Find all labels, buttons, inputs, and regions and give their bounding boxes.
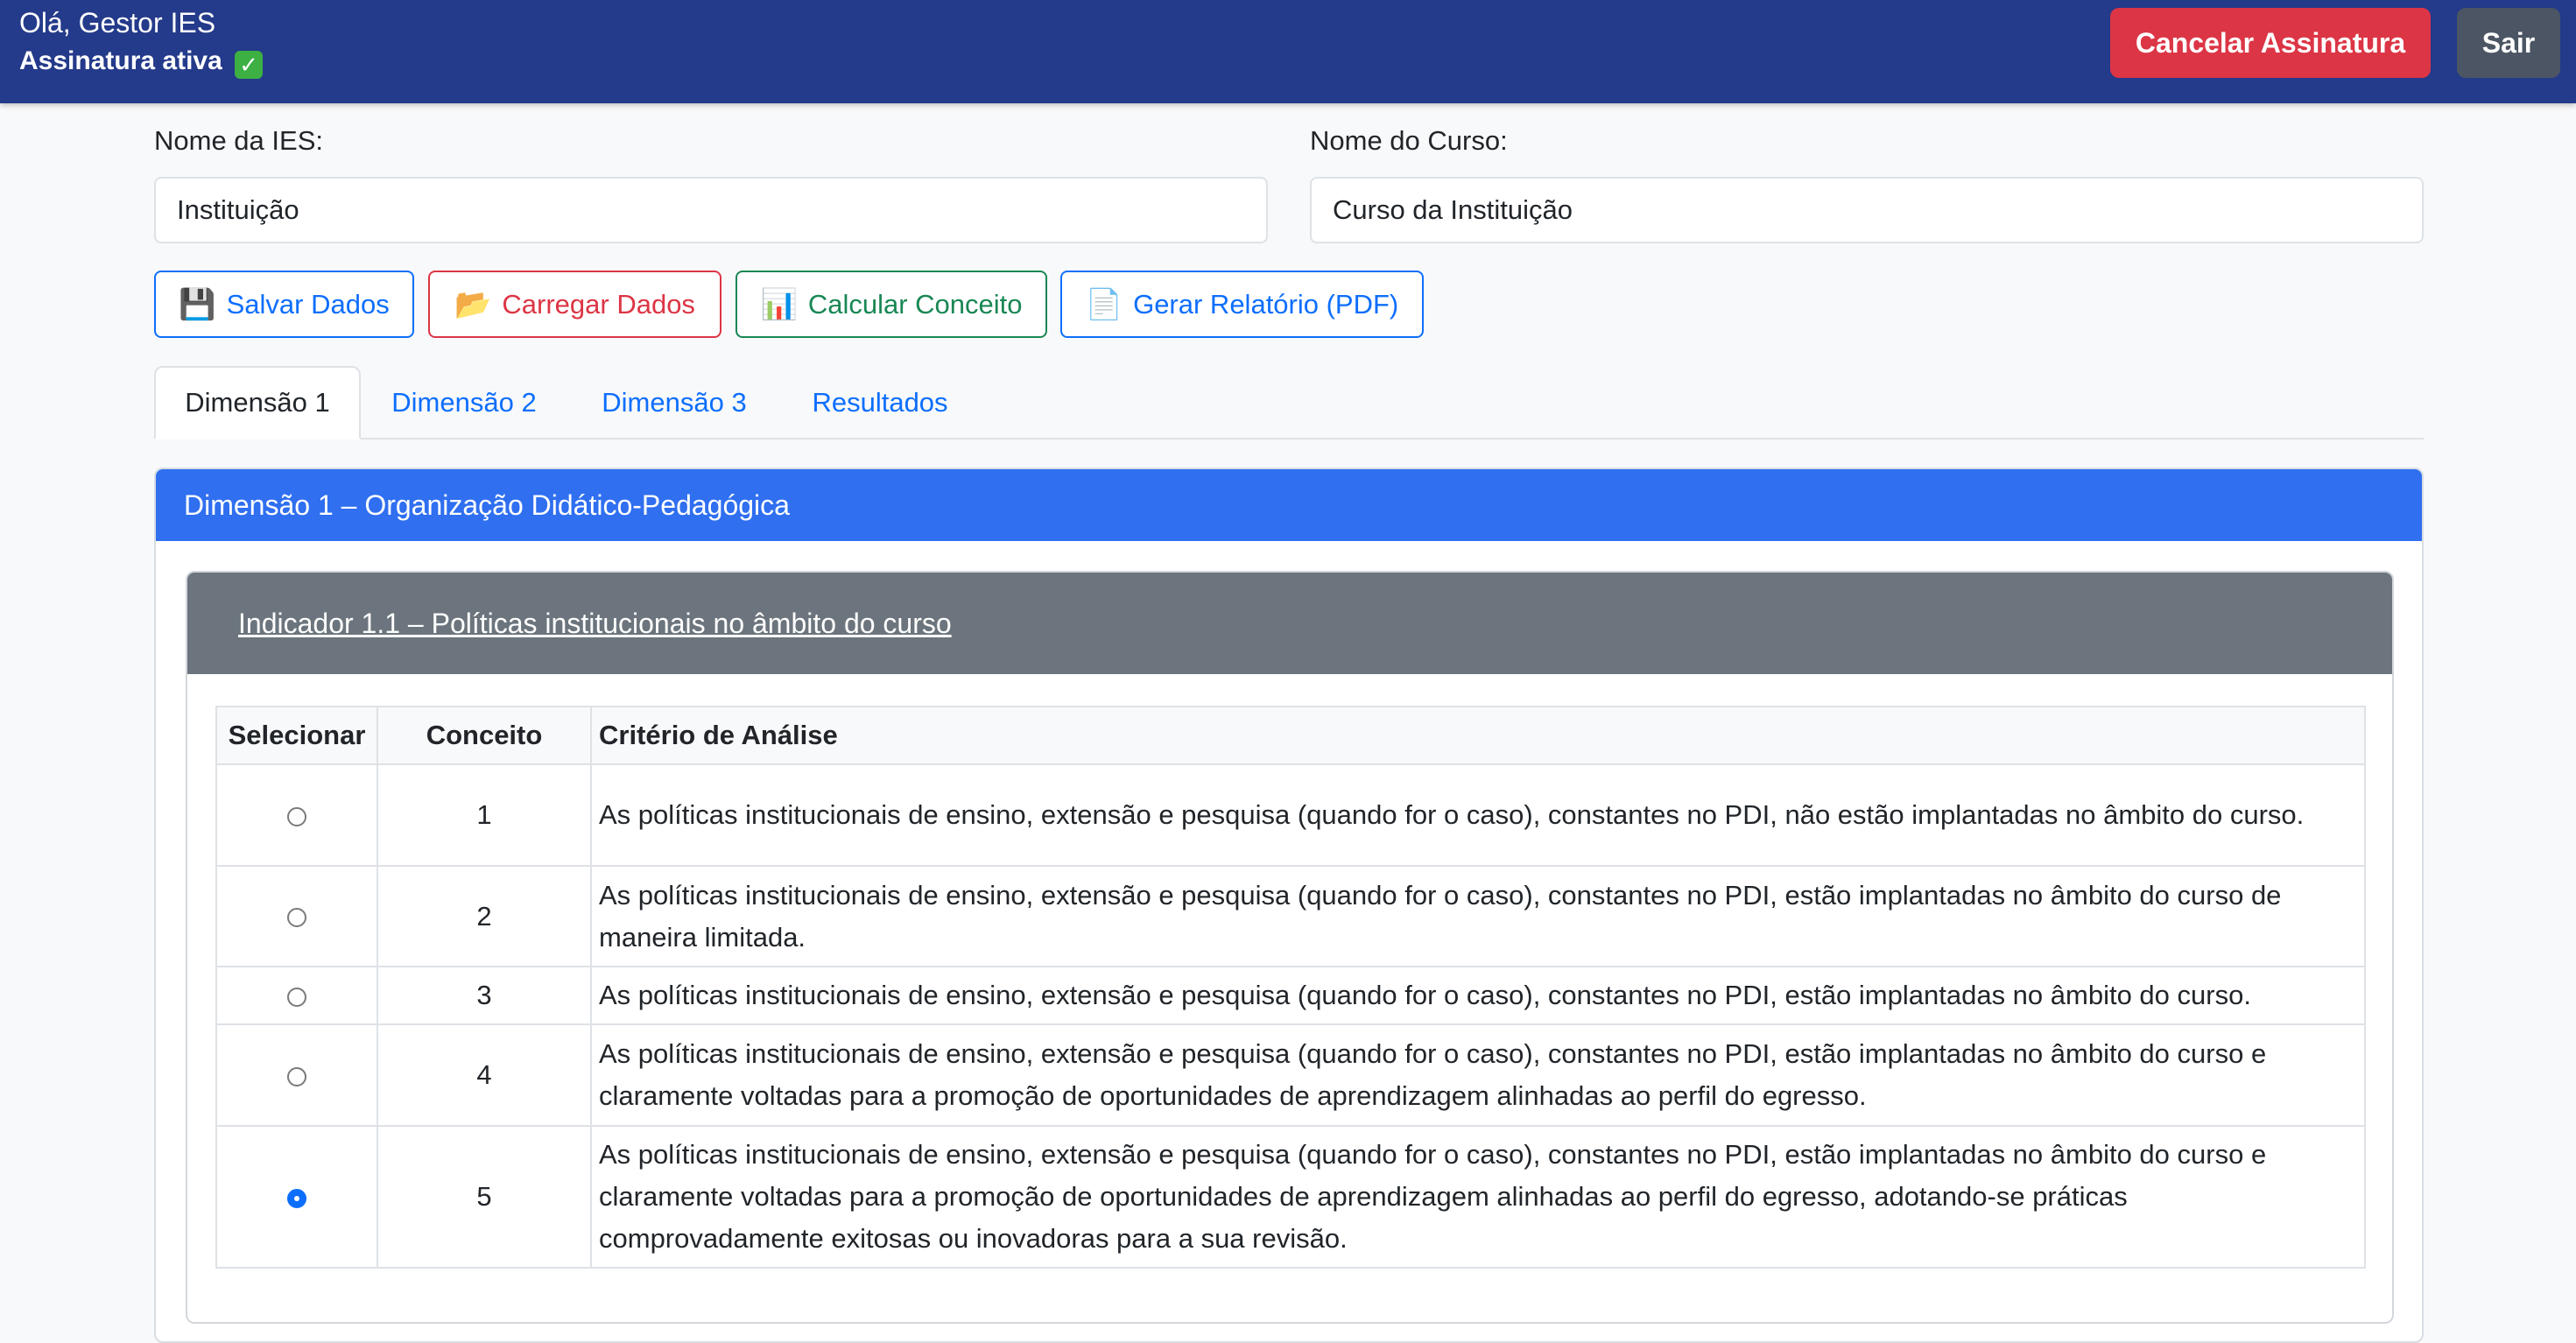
concept-value: 2 <box>377 866 591 967</box>
table-row <box>216 866 2365 967</box>
indicator-card <box>186 571 2394 1324</box>
tab-resultados[interactable]: Resultados <box>812 387 948 418</box>
greeting-text: Olá, Gestor IES <box>19 7 216 39</box>
concept-radio-3[interactable] <box>287 988 306 1007</box>
criteria-text: As políticas institucionais de ensino, extensão e pesquisa (quando for o caso), constantes no PDI, estão implantadas no âmbito do curso e claramente voltadas para a promoção de oportunidades de aprendizagem alinhadas ao perfil do egresso. <box>591 1024 2365 1126</box>
calculate-concept-button[interactable] <box>735 271 1047 338</box>
dimension-card <box>154 468 2424 1343</box>
criteria-table <box>215 706 2366 1269</box>
criteria-text: As políticas institucionais de ensino, extensão e pesquisa (quando for o caso), constantes no PDI, não estão implantadas no âmbito do curso. <box>591 764 2365 866</box>
ies-name-label: Nome da IES: <box>154 125 323 156</box>
concept-radio-2[interactable] <box>287 908 306 927</box>
concept-radio-5[interactable] <box>287 1189 306 1208</box>
criteria-text: As políticas institucionais de ensino, extensão e pesquisa (quando for o caso), constantes no PDI, estão implantadas no âmbito do curso e claramente voltadas para a promoção de oportunidades de aprendizagem alinhadas ao perfil do egresso, adotando-se práticas comprovadamente exitosas ou inovadoras para a sua revisão. <box>591 1126 2365 1268</box>
course-name-input[interactable] <box>1310 177 2424 243</box>
criteria-text: As políticas institucionais de ensino, extensão e pesquisa (quando for o caso), constantes no PDI, estão implantadas no âmbito do curso. <box>591 967 2365 1024</box>
concept-value: 5 <box>377 1126 591 1268</box>
bar-chart-icon: 📊 <box>760 287 798 321</box>
table-row <box>216 764 2365 866</box>
load-data-label: Carregar Dados <box>502 288 695 320</box>
concept-radio-4[interactable] <box>287 1067 306 1086</box>
subscription-status <box>19 46 263 79</box>
logout-button[interactable]: Sair <box>2457 8 2560 78</box>
cancel-subscription-button[interactable]: Cancelar Assinatura <box>2110 8 2431 78</box>
column-header-criteria: Critério de Análise <box>591 707 2365 764</box>
save-data-label: Salvar Dados <box>226 288 390 320</box>
tab-dimensao-1[interactable]: Dimensão 1 <box>154 366 361 439</box>
concept-value: 1 <box>377 764 591 866</box>
tab-dimensao-2[interactable]: Dimensão 2 <box>391 387 537 418</box>
table-row <box>216 1024 2365 1126</box>
column-header-select: Selecionar <box>216 707 377 764</box>
load-data-button[interactable] <box>428 271 721 338</box>
criteria-text: As políticas institucionais de ensino, extensão e pesquisa (quando for o caso), constantes no PDI, estão implantadas no âmbito do curso de maneira limitada. <box>591 866 2365 967</box>
save-data-button[interactable] <box>154 271 414 338</box>
top-navbar <box>0 0 2576 103</box>
dimension-title: Dimensão 1 – Organização Didático-Pedagógica <box>156 469 2422 541</box>
concept-radio-1[interactable] <box>287 807 306 826</box>
folder-open-icon: 📂 <box>454 287 492 321</box>
subscription-status-label: Assinatura ativa <box>19 46 222 75</box>
column-header-concept: Conceito <box>377 707 591 764</box>
course-name-label: Nome do Curso: <box>1310 125 1508 156</box>
generate-report-button[interactable] <box>1060 271 1424 338</box>
generate-report-label: Gerar Relatório (PDF) <box>1133 288 1399 320</box>
table-row <box>216 1126 2365 1268</box>
check-icon: ✓ <box>235 51 263 79</box>
document-icon: 📄 <box>1085 287 1123 321</box>
indicator-title[interactable]: Indicador 1.1 – Políticas institucionais no âmbito do curso <box>187 573 2392 674</box>
calculate-concept-label: Calcular Conceito <box>807 288 1023 320</box>
tab-dimensao-3[interactable]: Dimensão 3 <box>602 387 747 418</box>
concept-value: 3 <box>377 967 591 1024</box>
concept-value: 4 <box>377 1024 591 1126</box>
ies-name-input[interactable] <box>154 177 1268 243</box>
floppy-disk-icon: 💾 <box>179 287 216 321</box>
table-row <box>216 967 2365 1024</box>
